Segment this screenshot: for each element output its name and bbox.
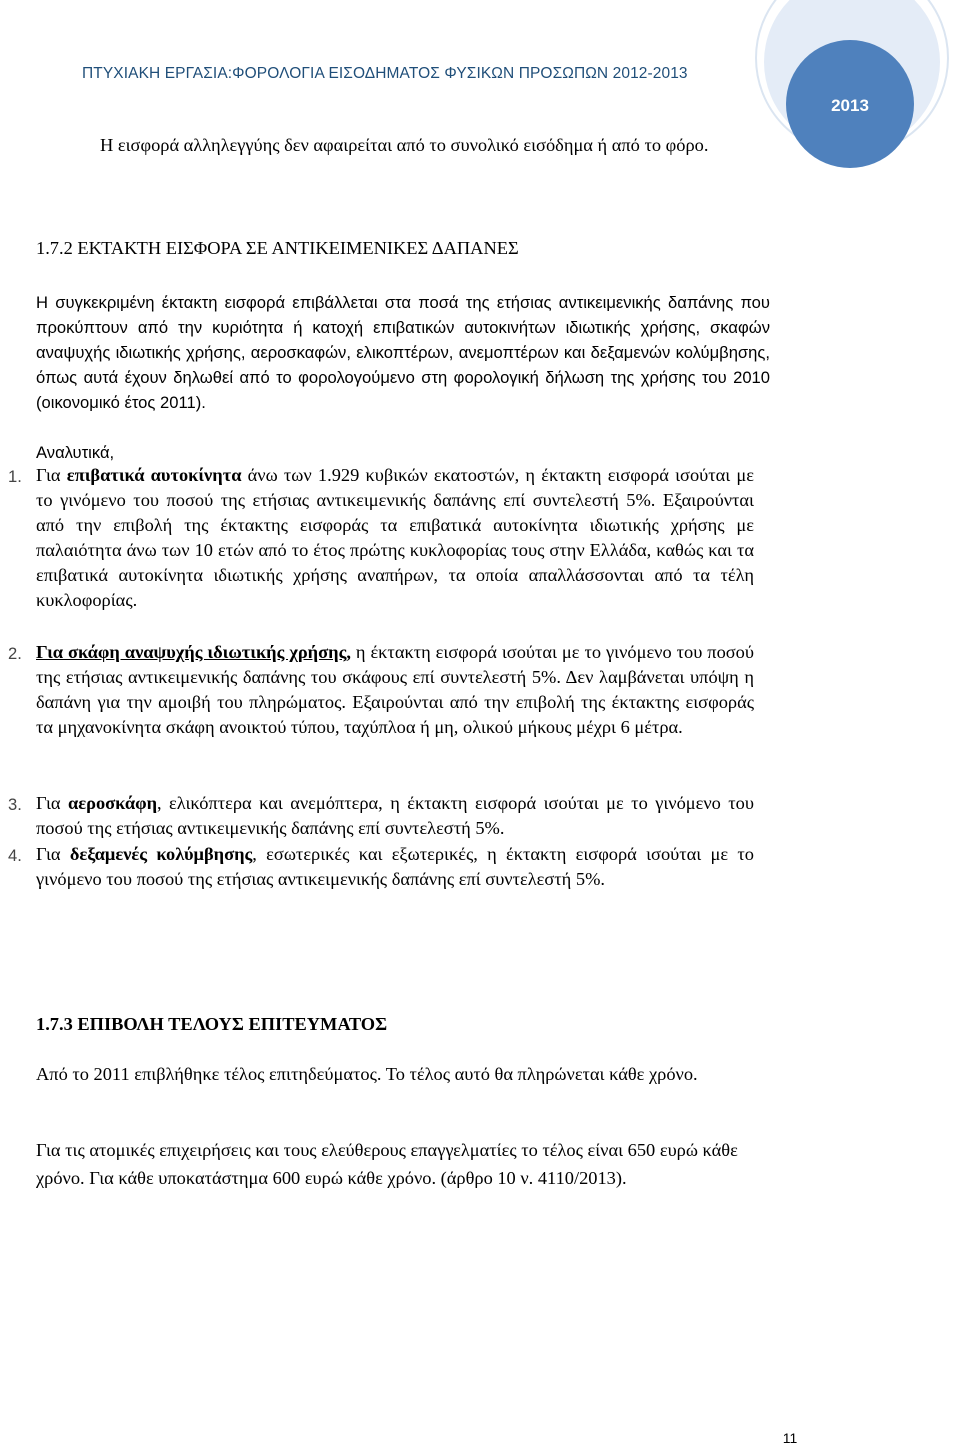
item-prefix: Για <box>36 793 68 813</box>
section-173-heading: 1.7.3 ΕΠΙΒΟΛΗ ΤΕΛΟΥΣ ΕΠΙΤΕΥΜΑΤΟΣ <box>36 1014 388 1034</box>
item-bold-term: επιβατικά αυτοκίνητα <box>66 465 242 485</box>
section-172-heading: 1.7.2 ΕΚΤΑΚΤΗ ΕΙΣΦΟΡΑ ΣΕ ΑΝΤΙΚΕΙΜΕΝΙΚΕΣ ΔΑΠΑΝΕΣ <box>36 238 519 258</box>
item-bold-term: Για σκάφη αναψυχής ιδιωτικής χρήσης, <box>36 642 351 662</box>
item-text: , ελικόπτερα και ανεμόπτερα, η έκτακτη εισφορά ισούται με το γινόμενο του ποσού της ετήσιας αντικειμενικής δαπάνης επί συντελεστή 5%. <box>36 793 754 838</box>
item-number: 1. <box>8 467 22 486</box>
item-number: 3. <box>8 795 22 814</box>
intro-paragraph: Η εισφορά αλληλεγγύης δεν αφαιρείται από το συνολικό εισόδημα ή από το φόρο. <box>100 135 709 155</box>
analytically-label: Αναλυτικά, <box>36 443 115 462</box>
item-bold-term: αεροσκάφη <box>68 793 158 813</box>
item-text: η έκτακτη εισφορά ισούται με το γινόμενο του ποσού της ετήσιας αντικειμενικής δαπάνης του σκάφους επί συντελεστή 5%. Δεν λαμβάνεται υπόψη η δαπάνη για την αμοιβή του πληρώματος. Εξαιρούνται από την επιβολή της έκτακτης εισφοράς τα μηχανοκίνητα σκάφη ανοικτού τύπου, ταχύπλοα ή μη, ολικού μήκους μέχρι 6 μέτρα. <box>36 642 754 737</box>
item-text: , εσωτερικές και εξωτερικές, η έκτακτη εισφορά ισούται με το γινόμενο του ποσού της ετήσιας αντικειμενικής δαπάνης επί συντελεστή 5%. <box>36 844 754 889</box>
list-item-cars <box>36 463 754 613</box>
section-172-paragraph: Η συγκεκριμένη έκτακτη εισφορά επιβάλλεται στα ποσά της ετήσιας αντικειμενικής δαπάνης που προκύπτουν από την κυριότητα ή κατοχή επιβατικών αυτοκινήτων ιδιωτικής χρήσης, σκαφών αναψυχής ιδιωτικής χρήσης, αεροσκαφών, ελικοπτέρων, ανεμοπτέρων και δεξαμενών κολύμβησης, όπως αυτά έχουν δηλωθεί από το φορολογούμενο στη φορολογική δήλωση της χρήσης του 2010 (οικονομικό έτος 2011). <box>36 293 770 412</box>
section-173-paragraph-1: Από το 2011 επιβλήθηκε τέλος επιτηδεύματος. Το τέλος αυτό θα πληρώνεται κάθε χρόνο. <box>36 1064 698 1084</box>
list-item-aircraft <box>36 791 754 841</box>
item-prefix: Για <box>36 844 70 864</box>
item-number: 2. <box>8 644 22 663</box>
item-prefix: Για <box>36 465 67 485</box>
running-header-title: ΠΤΥΧΙΑΚΗ ΕΡΓΑΣΙΑ:ΦΟΡΟΛΟΓΙΑ ΕΙΣΟΔΗΜΑΤΟΣ ΦΥΣΙΚΩΝ ΠΡΟΣΩΠΩΝ 2012-2013 <box>82 65 688 82</box>
section-173-paragraph-2: Για τις ατομικές επιχειρήσεις και τους ελεύθερους επαγγελματίες το τέλος είναι 650 ευρώ κάθε χρόνο. Για κάθε υποκατάστημα 600 ευρώ κάθε χρόνο. (άρθρο 10 ν. 4110/2013). <box>36 1140 738 1188</box>
header-year-badge: 2013 <box>831 96 869 115</box>
item-text: άνω των 1.929 κυβικών εκατοστών, η έκτακτη εισφορά ισούται με το γινόμενο του ποσού της ετήσιας αντικειμενικής δαπάνης επί συντελεστή 5%. Εξαιρούνται από την επιβολή της έκτακτης εισφοράς τα επιβατικά αυτοκίνητα ιδιωτικής χρήσης με παλαιότητα άνω των 10 ετών από το έτος πρώτης κυκλοφορίας τους στην Ελλάδα, καθώς και τα επιβατικά αυτοκίνητα ιδιωτικής χρήσης αναπήρων, τα οποία απαλλάσσονται από τα τέλη κυκλοφορίας. <box>36 465 754 610</box>
item-number: 4. <box>8 846 22 865</box>
list-item-boats <box>36 640 754 740</box>
item-bold-term: δεξαμενές κολύμβησης <box>69 844 253 864</box>
list-item-pools <box>36 842 754 892</box>
page-number: 11 <box>782 1430 798 1446</box>
